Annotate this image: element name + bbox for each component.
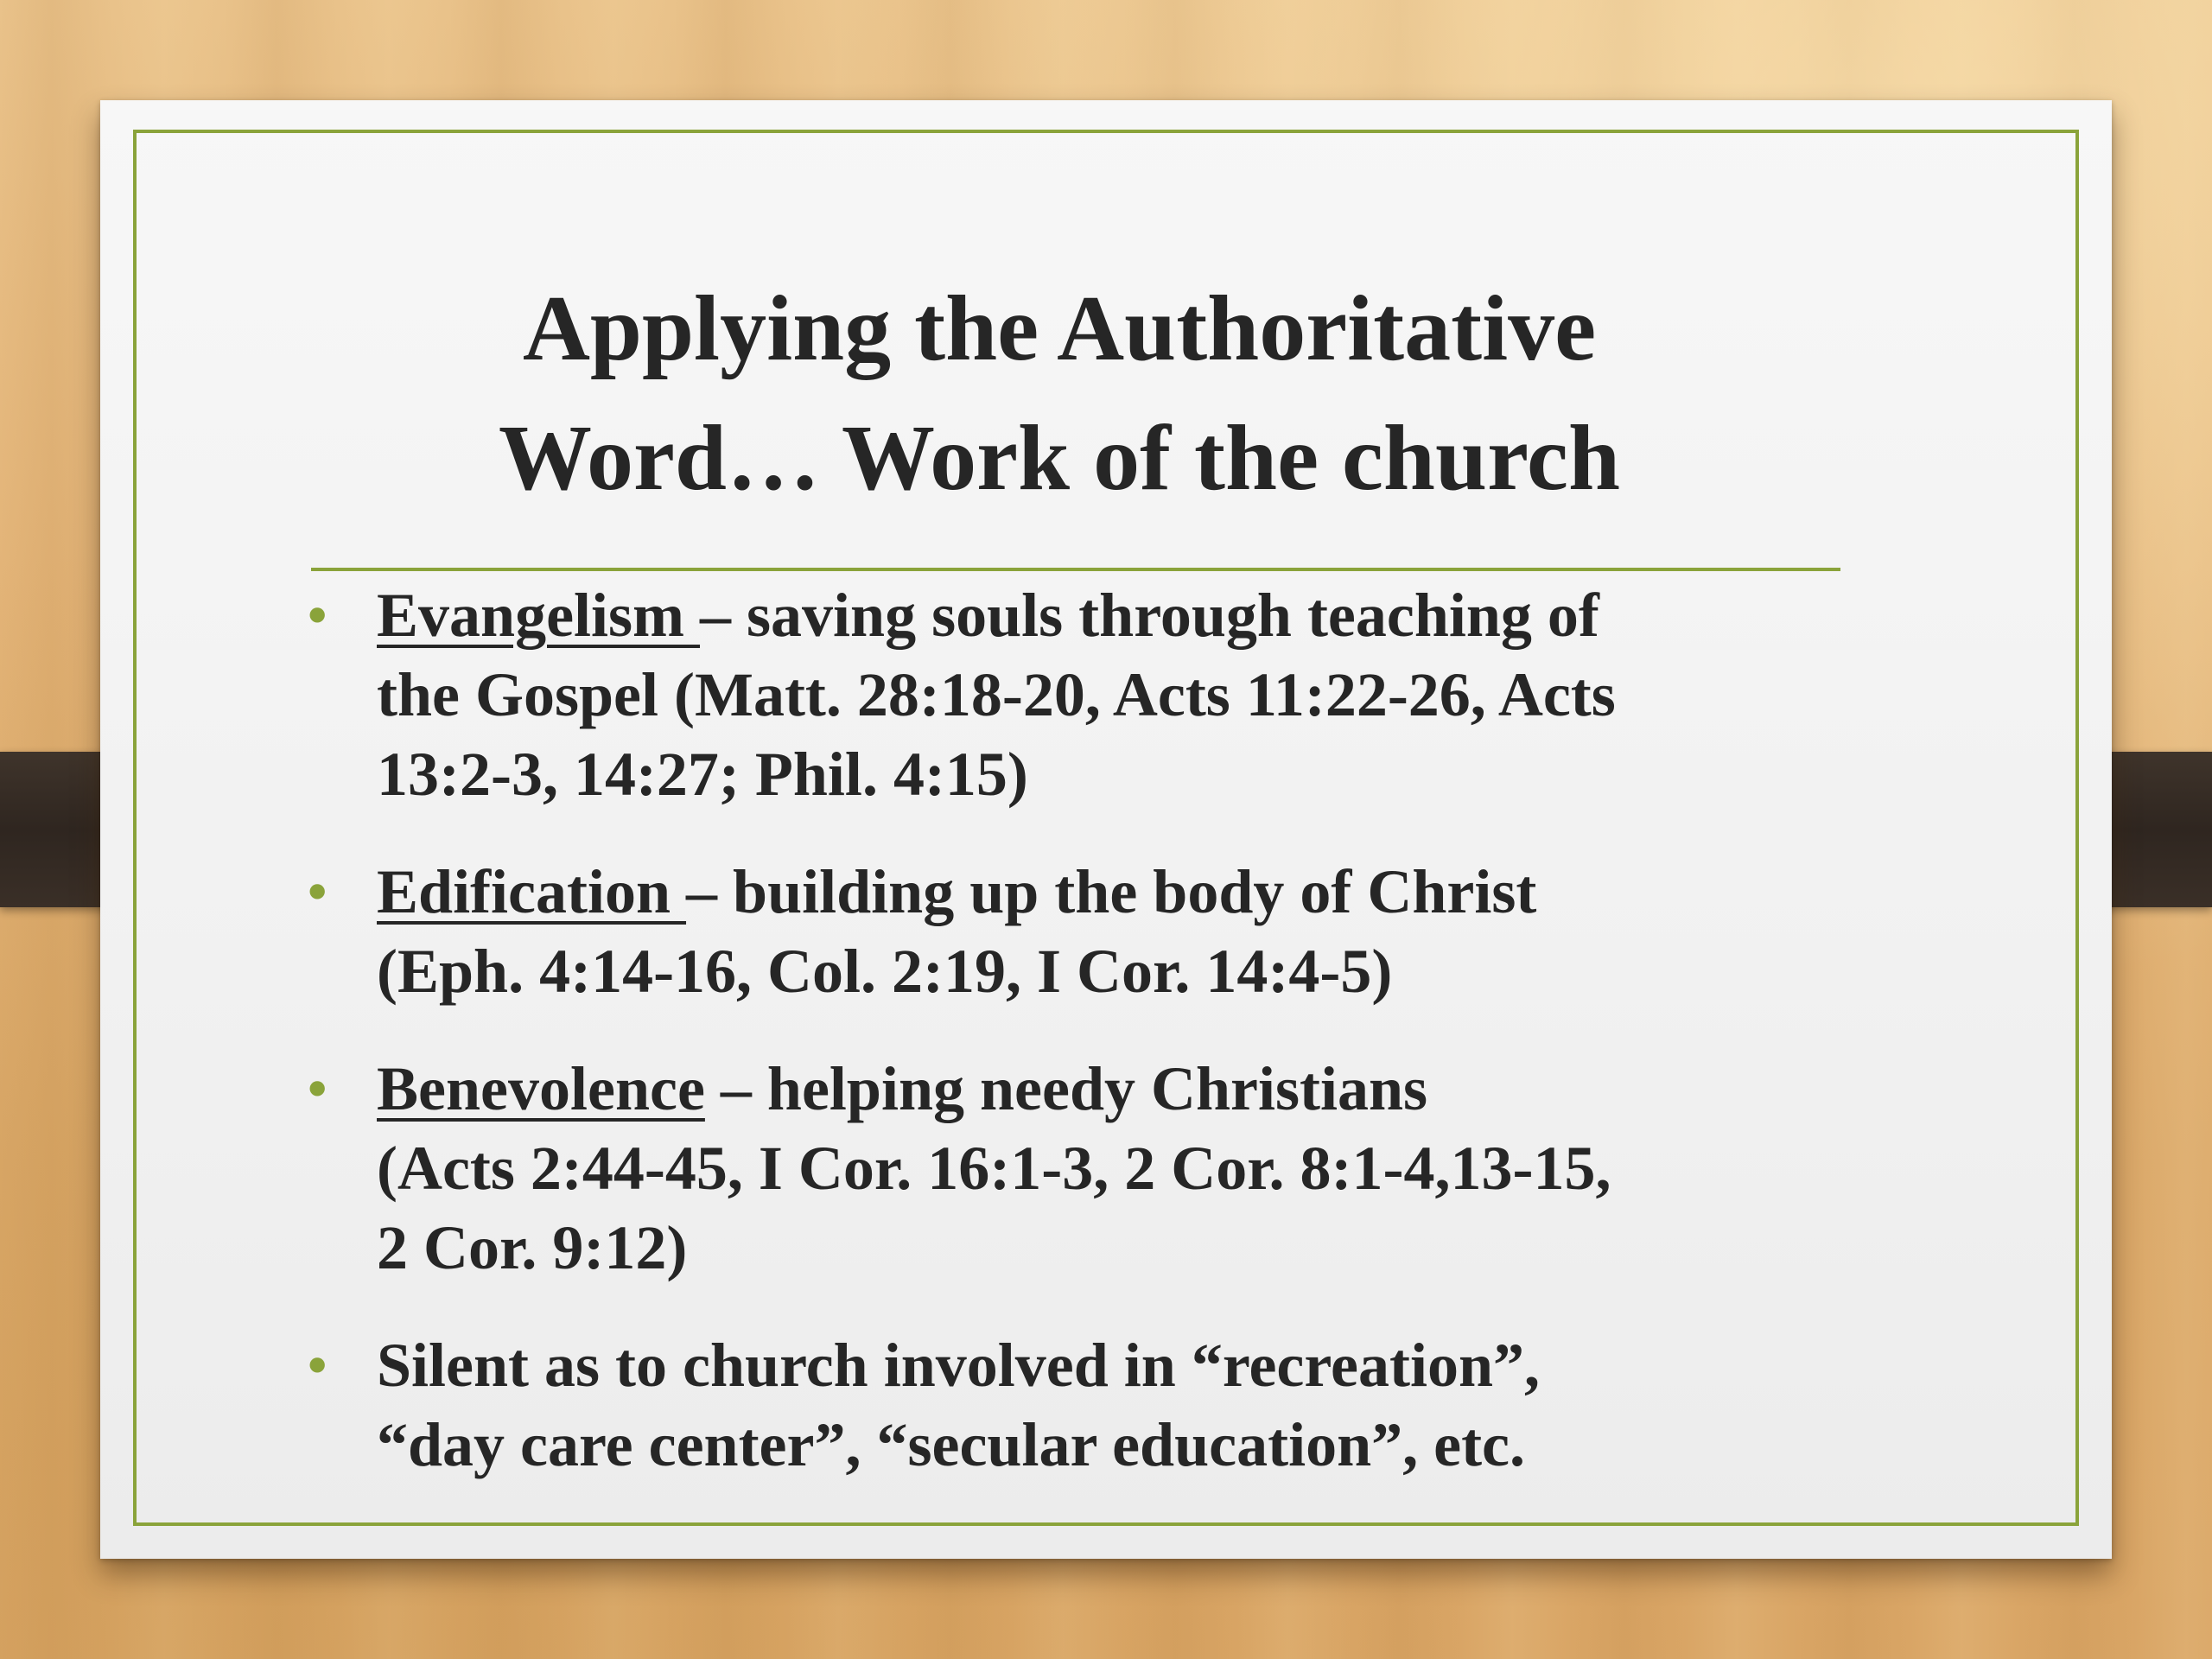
bullet-term: Evangelism [377,581,701,650]
bullet-evangelism [308,575,1949,814]
bullet-line: the Gospel (Matt. 28:18-20, Acts 11:22-26, Acts [377,660,1616,729]
bullet-benevolence [308,1049,1949,1287]
bullet-line: Silent as to church involved in “recreation”, [377,1331,1541,1400]
bullet-line [377,852,1949,931]
bullet-line [377,575,1949,655]
title-line-1: Applying the Authoritative [522,277,1597,380]
slide [100,100,2112,1559]
bullet-list [308,575,1949,1484]
bullet-silent [308,1325,1949,1484]
bullet-dot-icon: • [308,1334,327,1395]
bullet-line: 2 Cor. 9:12) [377,1213,688,1282]
bullet-text: – saving souls through teaching of [700,581,1599,650]
bullet-dot-icon: • [308,584,327,645]
bullet-edification [308,852,1949,1011]
bullet-term: Edification [377,857,687,926]
bullet-text: – building up the body of Christ [686,857,1537,926]
bullet-term: Benevolence [377,1054,705,1123]
bullet-line [377,1049,1949,1128]
bullet-line: 13:2-3, 14:27; Phil. 4:15) [377,740,1028,809]
bullet-text: – helping needy Christians [704,1054,1428,1123]
slide-title [359,264,1759,524]
title-line-2: Word… Work of the church [498,407,1621,510]
bullet-line: “day care center”, “secular education”, etc. [377,1410,1526,1479]
bullet-line: (Eph. 4:14-16, Col. 2:19, I Cor. 14:4-5) [377,937,1393,1006]
title-divider [311,568,1840,571]
bullet-dot-icon: • [308,1058,327,1119]
bullet-dot-icon: • [308,861,327,922]
bullet-line: (Acts 2:44-45, I Cor. 16:1-3, 2 Cor. 8:1-4,13-15, [377,1134,1611,1203]
